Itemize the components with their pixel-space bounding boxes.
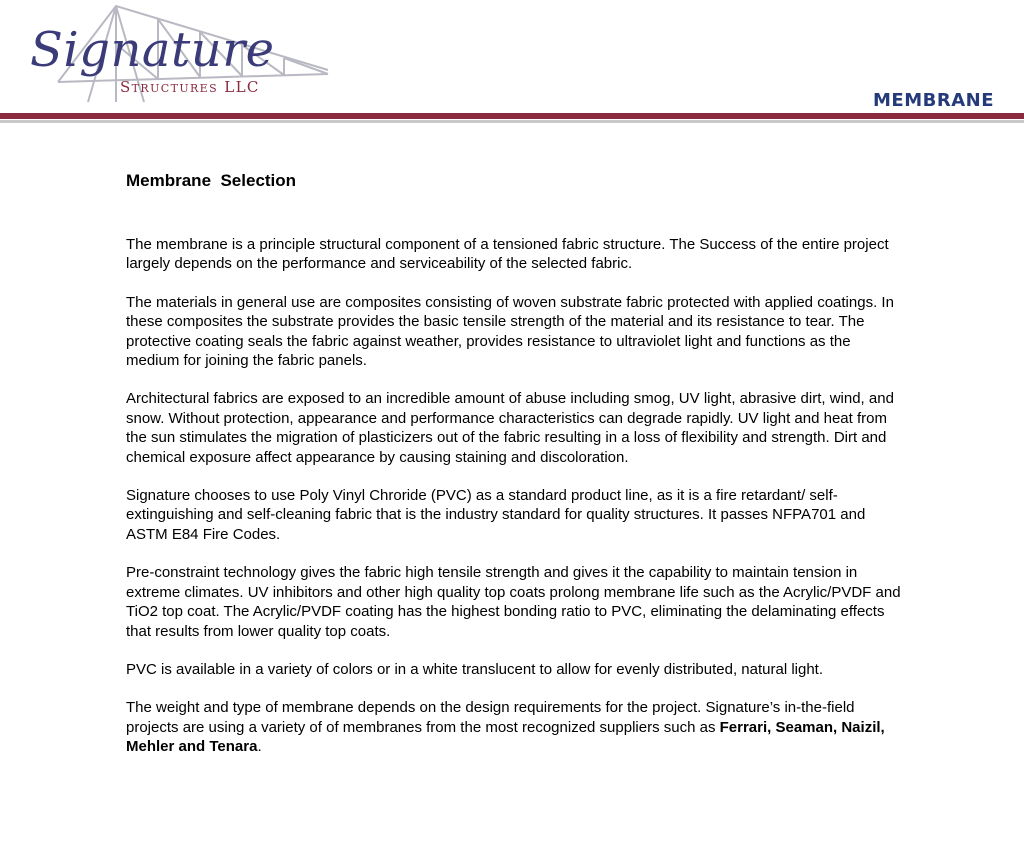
logo-subtitle: Structures LLC (120, 78, 260, 96)
section-label: MEMBRANE (873, 90, 994, 111)
company-logo (28, 4, 333, 106)
logo-wordmark: Signature (30, 22, 275, 78)
suppliers-intro: The weight and type of membrane depends on the design requirements for the project. Signature’s in-the-field projects are using a variety of of membranes from the most recognized suppliers such as (126, 699, 855, 736)
paragraph: The materials in general use are composites consisting of woven substrate fabric protected with applied coatings. In these composites the substrate provides the basic tensile strength of the material and its resistance to tear. The protective coating seals the fabric against weather, provides resistance to ultraviolet light and functions as the medium for joining the fabric panels. (126, 293, 894, 370)
document-body (126, 170, 906, 776)
paragraph: The membrane is a principle structural component of a tensioned fabric structure. The Success of the entire project largely depends on the performance and serviceability of the selected fabric. (126, 236, 889, 273)
paragraph: Architectural fabrics are exposed to an incredible amount of abuse including smog, UV light, abrasive dirt, wind, and snow. Without protection, appearance and performance characteristics can degrade rapidly. UV light and heat from the sun stimulates the migration of plasticizers out of the fabric resulting in a loss of flexibility and strength. Dirt and chemical exposure affect appearance by causing staining and discoloration. (126, 390, 894, 466)
header-divider-shadow (0, 120, 1024, 123)
paragraph: Signature chooses to use Poly Vinyl Chroride (PVC) as a standard product line, as it is a fire retardant/ self-extinguishing and self-cleaning fabric that is the industry standard for quality structures. It passes NFPA701 and ASTM E84 Fire Codes. (126, 487, 866, 543)
page-title: Membrane Selection (126, 171, 297, 190)
header-divider (0, 113, 1024, 119)
paragraph-suppliers (126, 698, 906, 756)
supplier-names: Ferrari, Seaman, Naizil, Mehler and Tenara (126, 718, 885, 756)
paragraph: Pre-constraint technology gives the fabric high tensile strength and gives it the capability to maintain tension in extreme climates. UV inhibitors and other high quality top coats prolong membrane life such as the Acrylic/PVDF and TiO2 top coat. The Acrylic/PVDF coating has the highest bonding ratio to PVC, eliminating the delaminating effects that results from lower quality top coats. (126, 564, 901, 640)
sentence-end: . (257, 738, 262, 756)
paragraph: PVC is available in a variety of colors or in a white translucent to allow for evenly distributed, natural light. (126, 660, 824, 678)
